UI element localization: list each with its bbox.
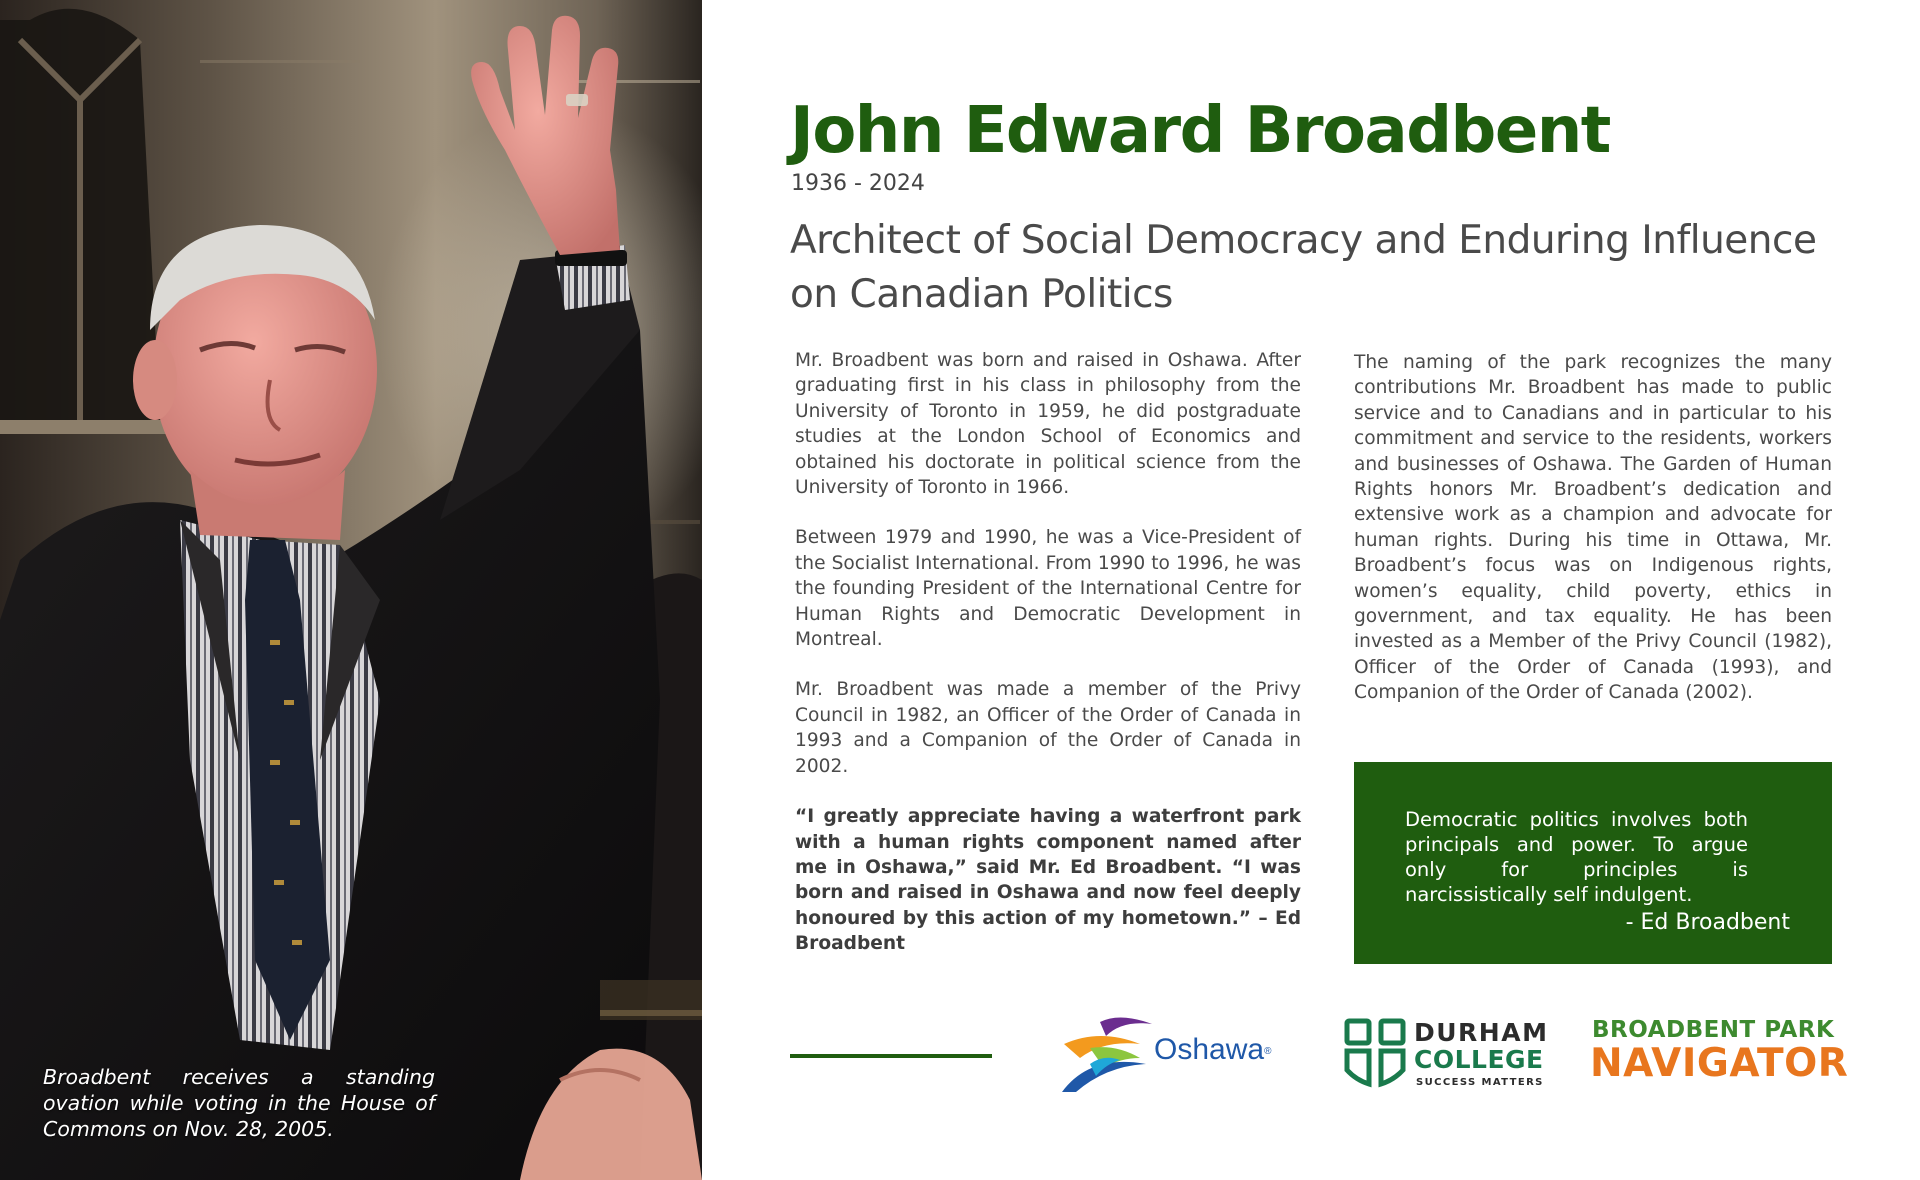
- durham-college-logo: [1344, 1018, 1554, 1090]
- oshawa-logo: [1060, 1014, 1300, 1094]
- portrait-illustration: [0, 0, 702, 1180]
- oshawa-wordmark: [1154, 1032, 1271, 1068]
- green-divider: [790, 1054, 992, 1058]
- featured-quote-author: - Ed Broadbent: [1625, 910, 1790, 935]
- navigator-park-name: BROADBENT PARK: [1592, 1017, 1835, 1043]
- portrait-photo: [0, 0, 702, 1180]
- page-title: John Edward Broadbent: [790, 94, 1610, 168]
- oshawa-word: Oshawa: [1154, 1033, 1265, 1066]
- biography-right-column: [1354, 350, 1832, 731]
- biography-paragraph: Between 1979 and 1990, he was a Vice-President of the Socialist International. From 1990 to 1996, he was the founding President of the International Centre for Human Rights and Democratic Development in Montreal.: [795, 527, 1301, 651]
- navigator-wordmark: NAVIGATOR: [1590, 1041, 1849, 1086]
- page-subtitle: Architect of Social Democracy and Enduring Influence on Canadian Politics: [790, 218, 1817, 317]
- park-naming-paragraph: The naming of the park recognizes the many contributions Mr. Broadbent has made to public service and to Canadians and in particular to his commitment and service to the residents, workers and businesses of Oshawa. The Garden of Human Rights honors Mr. Broadbent’s dedication and extensive work as a champion and advocate for human rights. During his time in Ottawa, Mr. Broadbent’s focus was on Indigenous rights, women’s equality, child poverty, ethics in government, and tax equality. He has been invested as a Member of the Privy Council (1982), Officer of the Order of Canada (1993), and Companion of the Order of Canada (2002).: [1354, 352, 1832, 704]
- featured-quote-text: Democratic politics involves both principals and power. To argue only for principles is narcissistically self indulgent.: [1405, 808, 1748, 906]
- life-years: 1936 - 2024: [791, 171, 925, 196]
- biography-left-column: [795, 348, 1301, 982]
- registered-mark: ®: [1264, 1046, 1272, 1057]
- broadbent-quote: “I greatly appreciate having a waterfront park with a human rights component named after me in Oshawa,” said Mr. Ed Broadbent. “I was born and raised in Oshawa and now feel deeply honoured by this action of my hometown.” – Ed Broadbent: [795, 806, 1301, 955]
- durham-shield-icon: [1344, 1018, 1406, 1090]
- biography-paragraph: Mr. Broadbent was made a member of the Privy Council in 1982, an Officer of the Order of Canada in 1993 and a Companion of the Order of Canada in 2002.: [795, 679, 1301, 777]
- biography-paragraph: Mr. Broadbent was born and raised in Oshawa. After graduating first in his class in philosophy from the University of Toronto in 1959, he did postgraduate studies at the London School of Economics and obtained his doctorate in political science from the University of Toronto in 1966.: [795, 350, 1301, 499]
- featured-quote-box: [1354, 762, 1832, 964]
- durham-wordmark: DURHAM: [1414, 1018, 1549, 1047]
- durham-tagline: SUCCESS MATTERS: [1416, 1077, 1544, 1088]
- broadbent-park-navigator-logo: [1590, 1016, 1849, 1086]
- oshawa-swoosh-icon: [1060, 1014, 1156, 1094]
- photo-caption: Broadbent receives a standing ovation while voting in the House of Commons on Nov. 28, 2005.: [43, 1065, 435, 1141]
- college-wordmark: COLLEGE: [1414, 1045, 1544, 1074]
